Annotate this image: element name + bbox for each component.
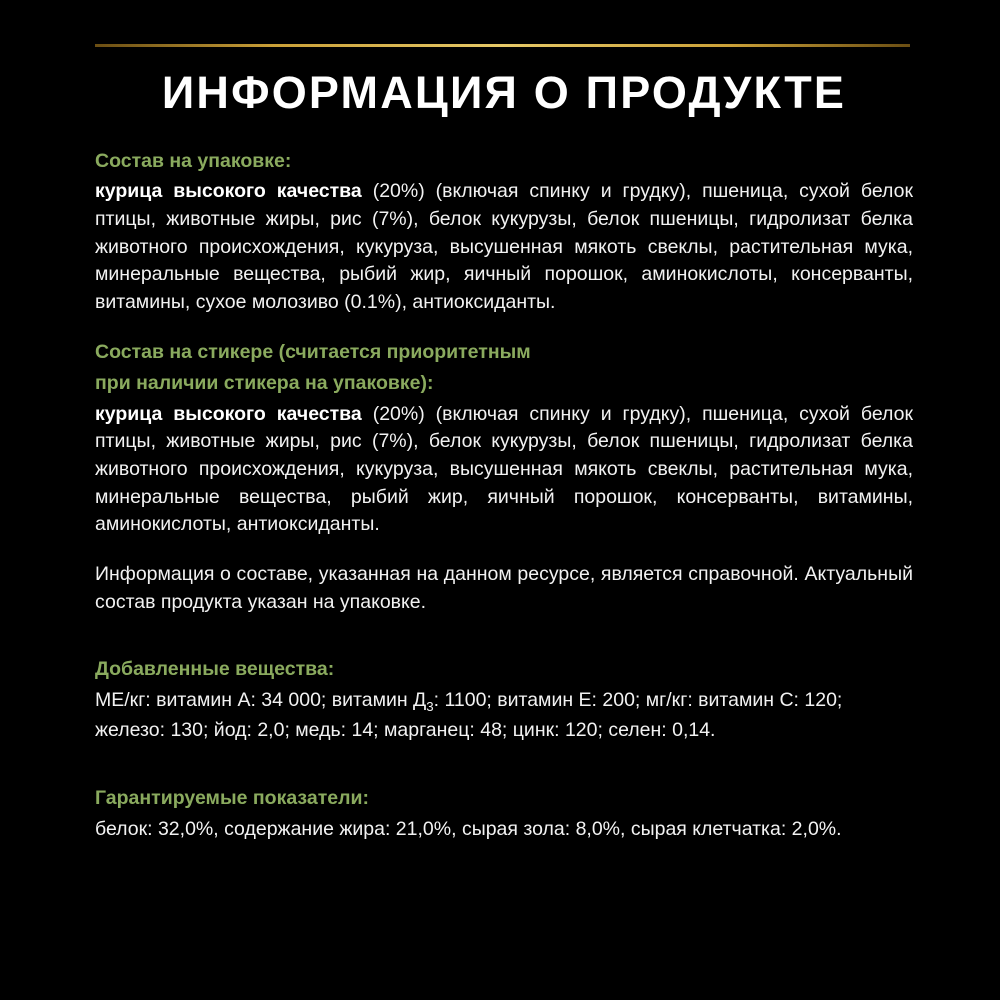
page-title: ИНФОРМАЦИЯ О ПРОДУКТЕ: [161, 67, 847, 118]
additives-text: [95, 687, 913, 744]
guaranteed-text: белок: 32,0%, содержание жира: 21,0%, сырая зола: 8,0%, сырая клетчатка: 2,0%.: [95, 817, 842, 840]
sticker-composition-heading-line2: при наличии стикера на упаковке):: [95, 371, 434, 394]
spacer: [95, 317, 913, 339]
spacer: [95, 745, 913, 785]
additives-subscript: 3: [426, 699, 434, 715]
sticker-composition-lead: курица высокого качества: [95, 402, 362, 425]
content-container: [95, 62, 913, 843]
package-composition-text: [95, 178, 913, 316]
guaranteed-heading: Гарантируемые показатели:: [95, 786, 369, 809]
package-composition-lead: курица высокого качества: [95, 180, 362, 203]
spacer: [95, 616, 913, 656]
sticker-composition-heading-line1: Состав на стикере (считается приоритетным: [95, 340, 531, 363]
sticker-composition-text: [95, 401, 913, 539]
section-sticker-composition: [95, 339, 913, 539]
spacer: [95, 118, 913, 148]
additives-heading: Добавленные вещества:: [95, 658, 335, 681]
sticker-composition-body: (20%) (включая спинку и грудку), пшеница, сухой белок птицы, животные жиры, рис (7%), белок кукурузы, белок пшеницы, гидролизат белка животного происхождения, кукуруза, высушенная мякоть свеклы, растительная мука, минеральные вещества, рыбий жир, яичный порошок, консерванты, витамины, аминокислоты, антиоксиданты.: [95, 402, 913, 536]
spacer: [95, 539, 913, 561]
additives-text-part2: : 1100; витамин Е: 200; мг/кг: витамин С: 120; железо: 130; йод: 2,0; медь: 14; марганец: 48; цинк: 120; селен: 0,14.: [95, 689, 843, 742]
section-disclaimer: [95, 561, 913, 616]
section-guaranteed: [95, 785, 913, 844]
section-package-composition: [95, 148, 913, 317]
additives-text-part1: МЕ/кг: витамин А: 34 000; витамин Д: [95, 689, 427, 712]
section-additives: [95, 656, 913, 744]
gold-divider: [95, 44, 910, 47]
package-composition-body: (20%) (включая спинку и грудку), пшеница, сухой белок птицы, животные жиры, рис (7%), белок кукурузы, белок пшеницы, гидролизат белка животного происхождения, кукуруза, высушенная мякоть свеклы, растительная мука, минеральные вещества, рыбий жир, яичный порошок, аминокислоты, консерванты, витамины, сухое молозиво (0.1%), антиоксиданты.: [95, 180, 913, 314]
disclaimer-text: Информация о составе, указанная на данном ресурсе, является справочной. Актуальный состав продукта указан на упаковке.: [95, 563, 913, 613]
package-composition-heading: Состав на упаковке:: [95, 149, 292, 172]
